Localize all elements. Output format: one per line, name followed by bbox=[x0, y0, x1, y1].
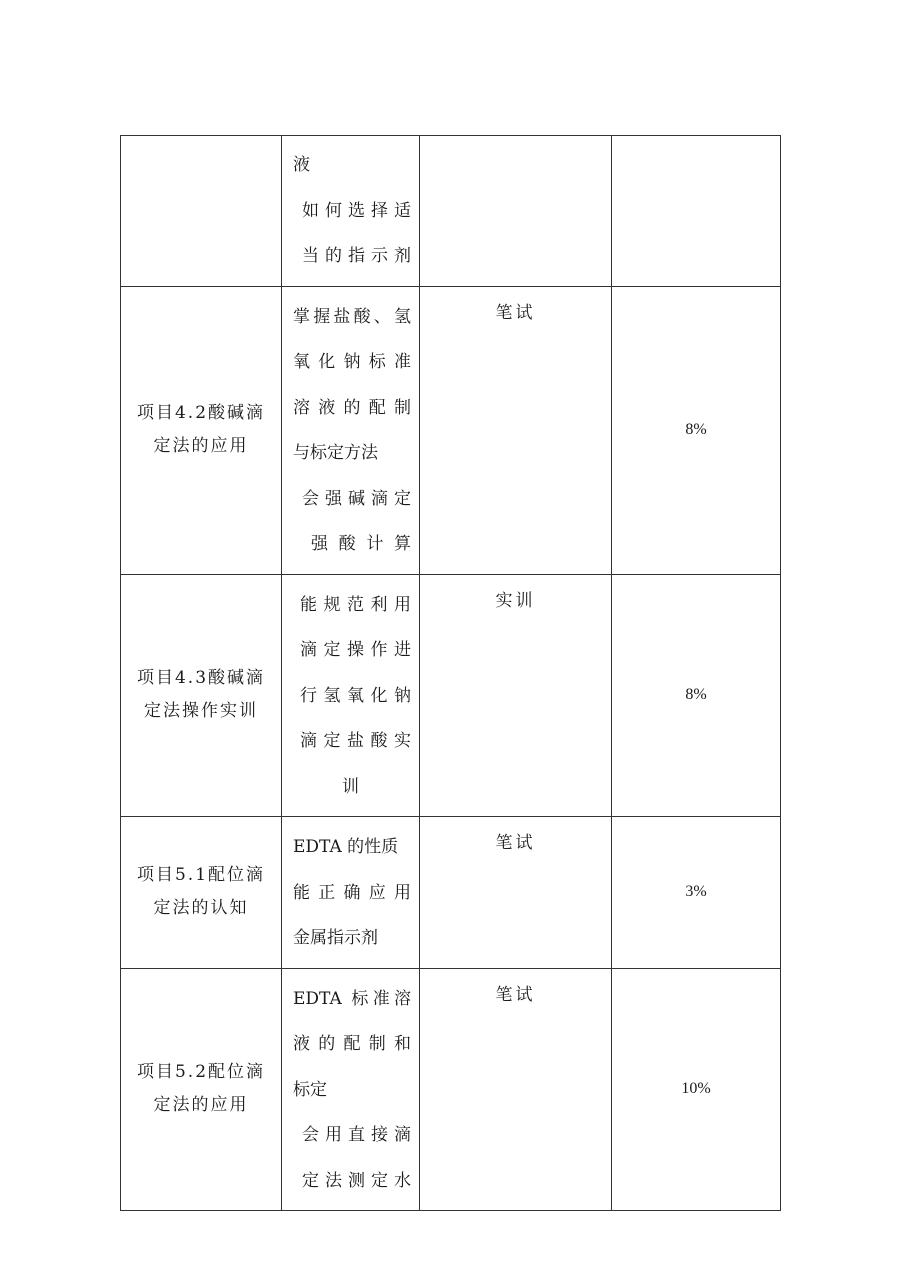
weight-cell: 8% bbox=[612, 286, 781, 574]
content-cell bbox=[282, 574, 420, 817]
content-line: 如何选择适 bbox=[302, 200, 411, 221]
table-row bbox=[121, 286, 781, 574]
content-line: 能规范利用 bbox=[300, 594, 411, 615]
content-line: EDTA 的性质 bbox=[293, 837, 399, 857]
table-row bbox=[121, 574, 781, 817]
content-line: 氧化钠标准 bbox=[293, 352, 411, 372]
project-cell: 项目5.1配位滴定法的认知 bbox=[121, 817, 282, 969]
content-line: EDTA 标准溶 bbox=[293, 988, 411, 1009]
table-row bbox=[121, 136, 781, 287]
method-cell bbox=[420, 136, 612, 287]
content-line: 能正确应用 bbox=[293, 882, 411, 903]
content-line: 训 bbox=[342, 776, 359, 797]
project-cell: 项目5.2配位滴定法的应用 bbox=[121, 968, 282, 1211]
method-cell: 笔试 bbox=[420, 968, 612, 1211]
content-line: 与标定方法 bbox=[293, 443, 378, 463]
content-line: 液 bbox=[293, 155, 310, 175]
content-line: 标定 bbox=[293, 1079, 327, 1100]
weight-cell: 10% bbox=[612, 968, 781, 1211]
content-line: 滴定盐酸实 bbox=[300, 731, 411, 751]
project-cell: 项目4.2酸碱滴定法的应用 bbox=[121, 286, 282, 574]
content-line: 行氢氧化钠 bbox=[300, 685, 411, 706]
assessment-table bbox=[120, 135, 781, 1211]
method-cell: 笔试 bbox=[420, 817, 612, 969]
project-cell: 项目4.3酸碱滴定法操作实训 bbox=[121, 574, 282, 817]
table-row bbox=[121, 968, 781, 1211]
content-line: 滴定操作进 bbox=[300, 640, 411, 660]
content-cell bbox=[282, 817, 420, 969]
content-cell bbox=[282, 136, 420, 287]
content-cell bbox=[282, 286, 420, 574]
content-cell bbox=[282, 968, 420, 1211]
content-line: 金属指示剂 bbox=[293, 928, 378, 948]
content-line: 定法测定水 bbox=[302, 1170, 411, 1191]
method-cell: 实训 bbox=[420, 574, 612, 817]
content-line: 强酸计算 bbox=[311, 534, 411, 554]
content-line: 液的配制和 bbox=[293, 1034, 411, 1054]
content-line: 掌握盐酸、氢 bbox=[293, 306, 411, 327]
weight-cell: 8% bbox=[612, 574, 781, 817]
content-line: 当的指示剂 bbox=[302, 246, 411, 266]
content-line: 会强碱滴定 bbox=[302, 488, 411, 509]
content-line: 会用直接滴 bbox=[302, 1125, 411, 1145]
project-cell bbox=[121, 136, 282, 287]
content-line: 溶液的配制 bbox=[293, 397, 411, 418]
table-row bbox=[121, 817, 781, 969]
weight-cell bbox=[612, 136, 781, 287]
method-cell: 笔试 bbox=[420, 286, 612, 574]
weight-cell: 3% bbox=[612, 817, 781, 969]
